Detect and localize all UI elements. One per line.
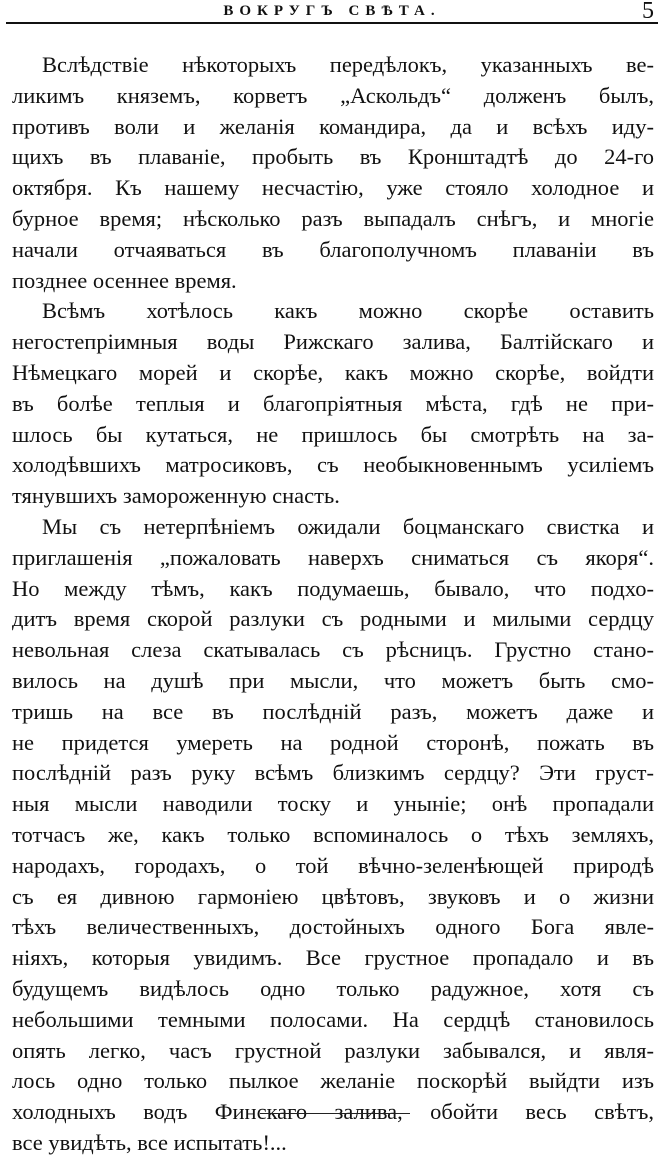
text-line: начали отчаяваться въ благополучномъ плаваніи въ bbox=[12, 236, 654, 262]
text-line: Вслѣдствіе нѣкоторыхъ передѣлокъ, указанныхъ ве- bbox=[42, 52, 654, 77]
page-number: 5 bbox=[642, 0, 654, 24]
text-line: будущемъ видѣлось одно только радужное, хотя съ bbox=[12, 975, 654, 1001]
text-line: Мы съ нетерпѣніемъ ожидали боцманскаго свистка и bbox=[42, 513, 654, 539]
text-line: холодныхъ водъ Финскаго залива, обойти весь свѣтъ, bbox=[12, 1099, 654, 1125]
text-line: все увидѣть, все испытать!... bbox=[12, 1129, 287, 1155]
text-line: противъ воли и желанія командира, да и всѣхъ иду- bbox=[12, 113, 654, 139]
text-line: бурное время; нѣсколько разъ выпадалъ снѣгъ, и многіе bbox=[12, 205, 654, 231]
text-line: опять легко, часъ грустной разлуки забывался, и явля- bbox=[12, 1037, 654, 1063]
text-line: невольная слеза скатывалась съ рѣсницъ. Грустно стано- bbox=[12, 637, 654, 663]
text-line: тришь на все въ послѣдній разъ, можетъ даже и bbox=[12, 698, 654, 724]
paragraph-1 bbox=[12, 50, 654, 296]
text-line: Всѣмъ хотѣлось какъ можно скорѣе оставить bbox=[42, 298, 654, 324]
text-line: Нѣмецкаго морей и скорѣе, какъ можно скорѣе, войдти bbox=[12, 359, 654, 385]
body-text bbox=[12, 50, 654, 1159]
text-line: послѣдній разъ руку всѣмъ близкимъ сердцу? Эти груст- bbox=[12, 760, 654, 786]
running-title: ВОКРУГЪ СВѢТА. bbox=[223, 3, 441, 19]
text-line: вилось на душѣ при мысли, что можетъ быть смо- bbox=[12, 667, 654, 693]
paragraph-3 bbox=[12, 512, 654, 1159]
text-line: небольшими темными полосами. На сердцѣ становилось bbox=[12, 1006, 654, 1032]
text-line: щихъ въ плаваніе, пробыть въ Кронштадтѣ до 24-го bbox=[12, 144, 654, 170]
text-line: приглашенія „пожаловать наверхъ сниматься съ якоря“. bbox=[12, 544, 654, 570]
text-line: съ ея дивною гармоніею цвѣтовъ, звуковъ и о жизни bbox=[12, 883, 654, 909]
text-line: не придется умереть на родной сторонѣ, пожать въ bbox=[12, 729, 654, 755]
text-line: дитъ время скорой разлуки съ родными и милыми сердцу bbox=[12, 606, 654, 632]
text-line: тотчасъ же, какъ только вспоминалось о тѣхъ земляхъ, bbox=[12, 821, 654, 847]
text-line: ныя мысли наводили тоску и уныніе; онѣ пропадали bbox=[12, 791, 654, 817]
page-header bbox=[0, 0, 664, 30]
text-line: лось одно только пылкое желаніе поскорѣй выйдти изъ bbox=[12, 1068, 654, 1094]
text-line: шлось бы кутаться, не пришлось бы смотрѣть на за- bbox=[12, 421, 654, 447]
text-line: позднее осеннее время. bbox=[12, 267, 237, 293]
text-line: народахъ, городахъ, о той вѣчно-зеленѣющей природѣ bbox=[12, 852, 654, 878]
bottom-rule bbox=[260, 1113, 410, 1114]
text-line: ликимъ княземъ, корветъ „Аскольдъ“ долженъ былъ, bbox=[12, 82, 654, 108]
text-line: октября. Къ нашему несчастію, уже стояло холодное и bbox=[12, 175, 654, 201]
header-rule bbox=[6, 22, 658, 24]
text-line: въ болѣе теплыя и благопріятныя мѣста, гдѣ не при- bbox=[12, 390, 654, 416]
text-line: негостепріимныя воды Рижскаго залива, Балтійскаго и bbox=[12, 329, 654, 355]
text-line: Но между тѣмъ, какъ подумаешь, бывало, что подхо- bbox=[12, 575, 654, 601]
text-line: ніяхъ, которыя увидимъ. Все грустное пропадало и въ bbox=[12, 945, 654, 971]
text-line: тѣхъ величественныхъ, достойныхъ одного Бога явле- bbox=[12, 914, 654, 940]
text-line: холодѣвшихъ матросиковъ, съ необыкновеннымъ усиліемъ bbox=[12, 452, 654, 478]
text-line: тянувшихъ замороженную снасть. bbox=[12, 483, 340, 509]
paragraph-2 bbox=[12, 296, 654, 512]
